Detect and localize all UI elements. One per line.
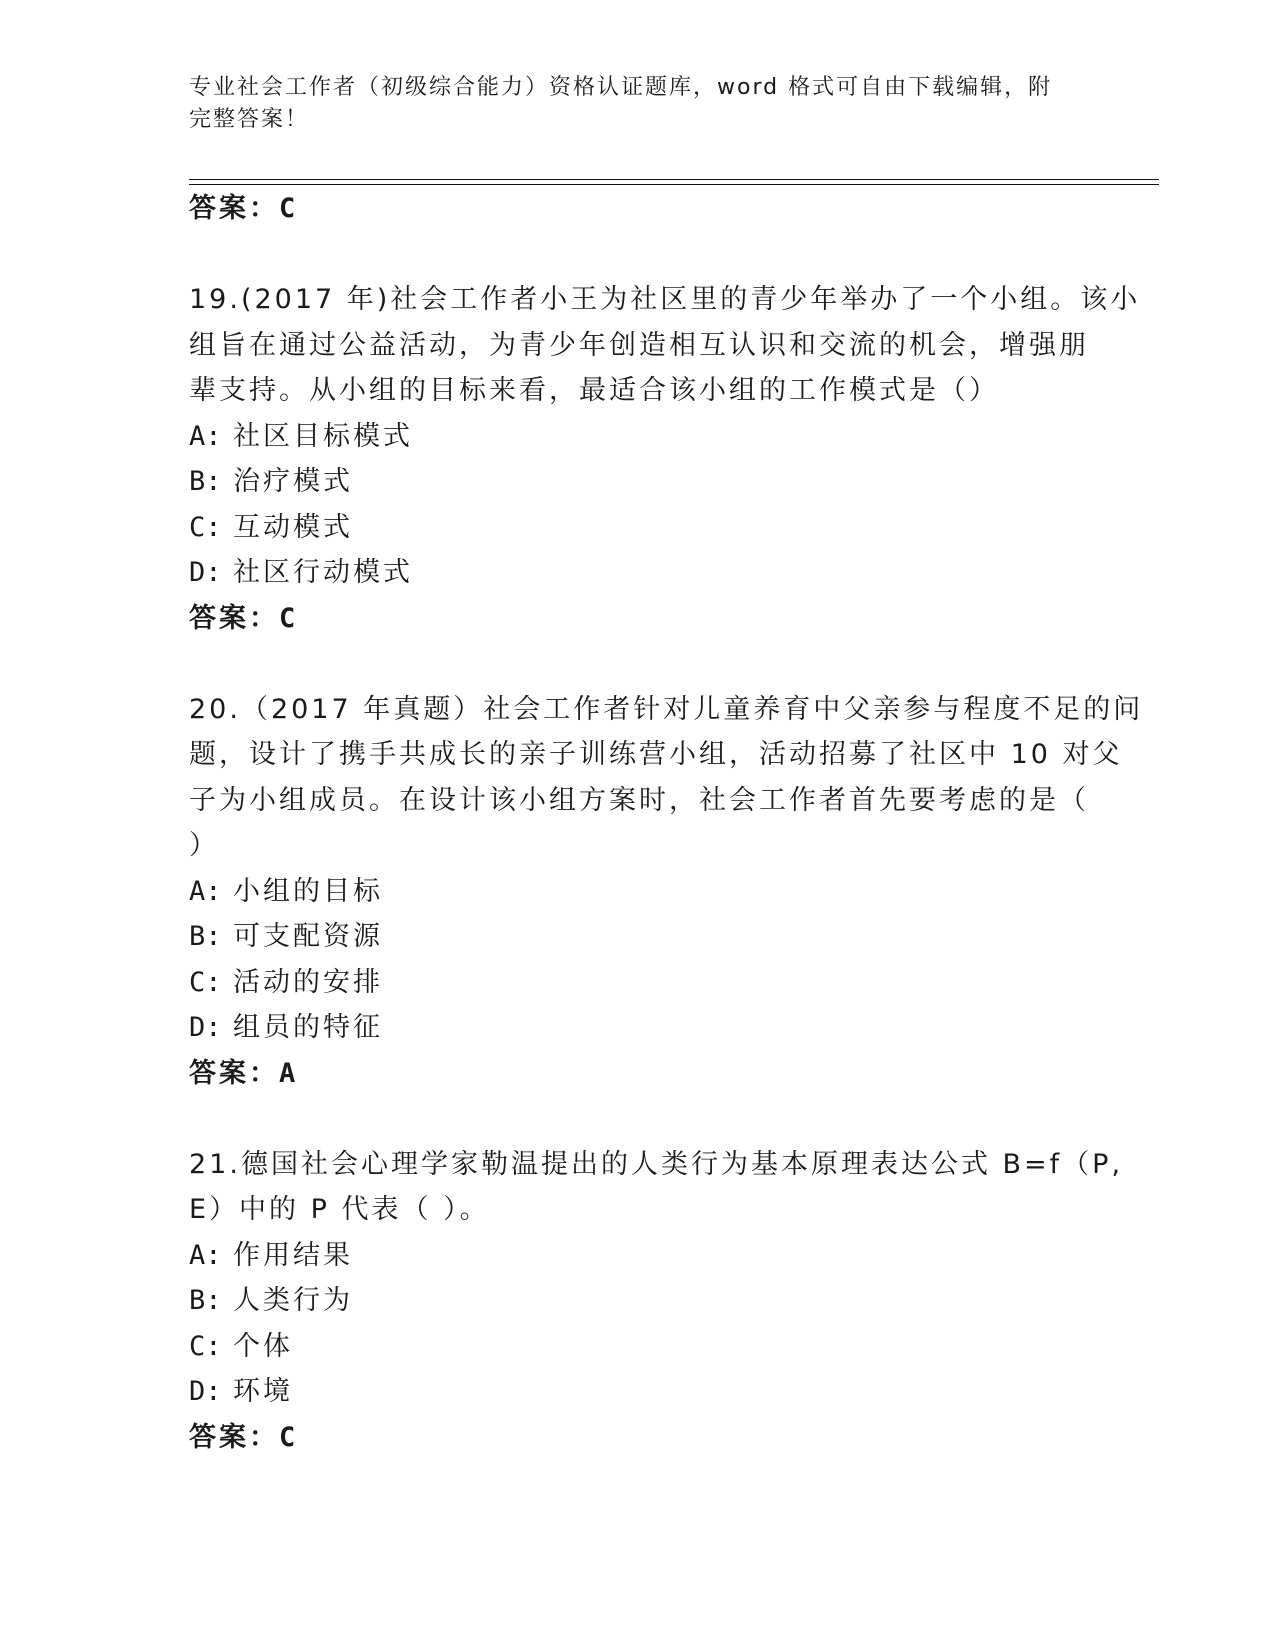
- header-divider-top: [189, 179, 1159, 180]
- option-letter: C:: [189, 511, 222, 543]
- option-text: 社区行动模式: [233, 557, 413, 588]
- question-text-line: 19.(2017 年)社会工作者小王为社区里的青少年举办了一个小组。该小: [189, 284, 1141, 315]
- header-divider-bottom: [189, 184, 1159, 185]
- answer-value: C: [279, 193, 296, 224]
- option-letter: D:: [189, 1376, 222, 1407]
- answer-label: 答案：: [189, 602, 279, 634]
- option-letter: C:: [189, 1330, 222, 1362]
- answer-value: A: [279, 1057, 296, 1089]
- option-letter: B:: [189, 466, 222, 497]
- option-text: 人类行为: [233, 1285, 353, 1316]
- option-letter: D:: [189, 1012, 222, 1043]
- question-answer: [189, 596, 1089, 642]
- answer-label: 答案：: [189, 1421, 279, 1453]
- question-answer: [189, 1051, 1089, 1097]
- option-d: [189, 1005, 1089, 1051]
- option-b: [189, 459, 1089, 505]
- question-text-line: 辈支持。从小组的目标来看，最适合该小组的工作模式是（）: [189, 375, 999, 406]
- document-header: [189, 72, 1089, 136]
- option-letter: B:: [189, 921, 222, 952]
- option-text: 组员的特征: [233, 1012, 383, 1043]
- question-text-line: 21.德国社会心理学家勒温提出的人类行为基本原理表达公式 B=f（P,: [189, 1148, 1124, 1180]
- option-text: 互动模式: [233, 511, 353, 543]
- question-20: [189, 687, 1144, 1097]
- option-a: [189, 869, 1089, 915]
- answer-label: 答案：: [189, 1057, 279, 1089]
- option-letter: A:: [189, 1239, 222, 1271]
- option-text: 环境: [233, 1376, 293, 1407]
- option-text: 活动的安排: [233, 966, 383, 998]
- option-letter: C:: [189, 966, 222, 998]
- option-a: [189, 414, 1089, 460]
- option-a: [189, 1233, 1089, 1279]
- question-21: [189, 1142, 1124, 1461]
- option-b: [189, 914, 1089, 960]
- question-text-line: E）中的 P 代表（ ）。: [189, 1194, 490, 1225]
- answer-value: C: [279, 602, 296, 634]
- question-text-line: 子为小组成员。在设计该小组方案时，社会工作者首先要考虑的是（: [189, 784, 1089, 816]
- option-text: 治疗模式: [233, 466, 353, 497]
- option-text: 社区目标模式: [233, 420, 413, 452]
- question-text-line: 20.（2017 年真题）社会工作者针对儿童养育中父亲参与程度不足的问: [189, 693, 1144, 725]
- answer-label: 答案：: [189, 193, 279, 224]
- option-letter: A:: [189, 420, 222, 452]
- question-19: [189, 277, 1141, 641]
- option-text: 小组的目标: [233, 875, 383, 907]
- question-text-line: ）: [189, 830, 219, 861]
- option-letter: A:: [189, 875, 222, 907]
- option-c: [189, 960, 1089, 1006]
- option-d: [189, 1369, 1089, 1415]
- question-content: [189, 186, 1144, 1460]
- question-answer: [189, 1415, 1089, 1461]
- option-b: [189, 1278, 1089, 1324]
- option-c: [189, 505, 1089, 551]
- answer-value: C: [279, 1421, 296, 1453]
- question-text-line: 组旨在通过公益活动，为青少年创造相互认识和交流的机会，增强朋: [189, 329, 1089, 361]
- option-text: 作用结果: [233, 1239, 353, 1271]
- prev-answer: [189, 186, 1089, 232]
- header-line-2: 完整答案！: [189, 107, 310, 132]
- question-text-line: 题，设计了携手共成长的亲子训练营小组，活动招募了社区中 10 对父: [189, 739, 1123, 770]
- option-letter: B:: [189, 1285, 222, 1316]
- option-letter: D:: [189, 557, 222, 588]
- option-c: [189, 1324, 1089, 1370]
- option-text: 可支配资源: [233, 921, 383, 952]
- option-d: [189, 550, 1089, 596]
- option-text: 个体: [233, 1330, 293, 1362]
- header-line-1: 专业社会工作者（初级综合能力）资格认证题库，word 格式可自由下载编辑，附: [189, 75, 1053, 100]
